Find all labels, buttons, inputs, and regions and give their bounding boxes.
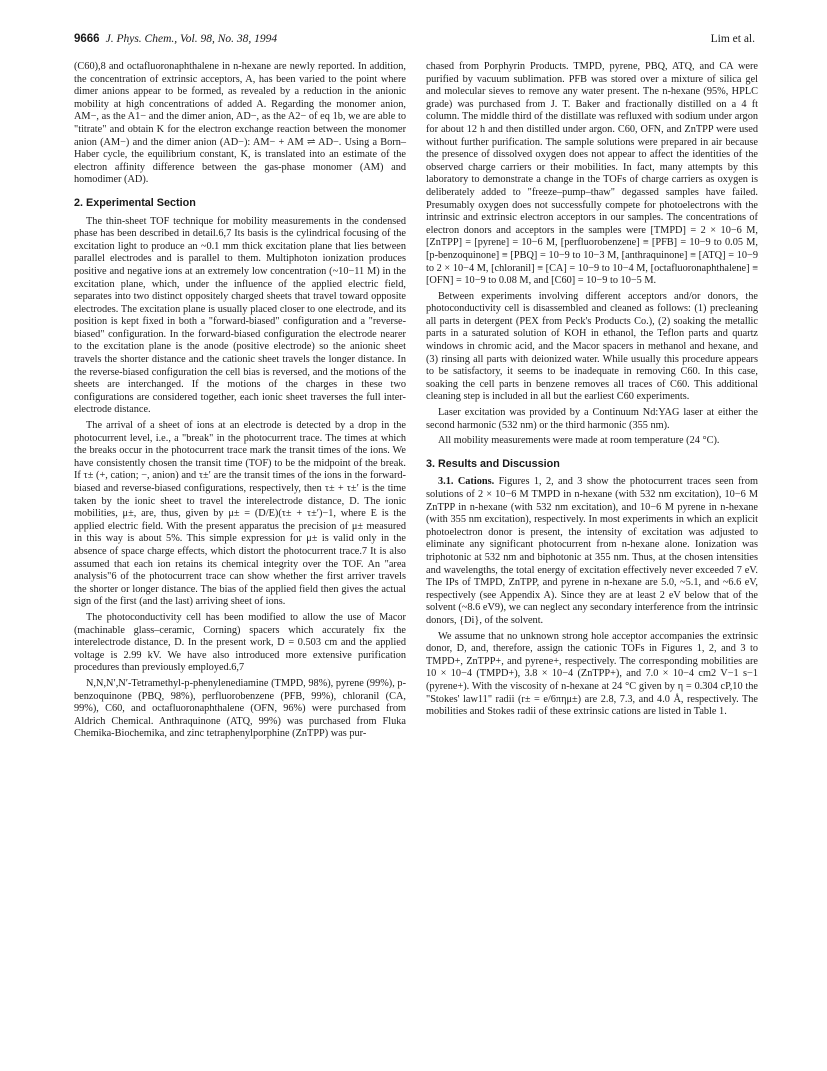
header-left [74, 33, 277, 45]
paragraph: chased from Porphyrin Products. TMPD, pyrene, PBQ, ATQ, and CA were purified by vacuum sublimation. PFB was stored over a mixture of silica gel and molecular sieves to remove any water present. The n-hexane (95%, HPLC grade) was purchased from J. T. Baker and fractionally distilled on a 4 ft column. The middle third of the distillate was refluxed with sodium under argon for about 12 h and then distilled under argon. C60, OFN, and ZnTPP were used without further purification. The sample solutions were prepared in air because the presence of dissolved oxygen does not appear to affect the identities of the observed charge carriers or their mobilities. In fact, many attempts by this laboratory to demonstrate a change in the TOFs of charge carriers as oxygen is deliberately added to "freeze–pump–thaw" degassed samples have failed. Presumably oxygen does not successfully compete for photoelectrons with the intrinsic and extrinsic electron acceptors in our samples. The concentrations of electron donors and acceptors in the samples were [TMPD] = 2 × 10−6 M, [ZnTPP] = [pyrene] = 10−6 M, [perfluorobenzene] ≡ [PFB] = 10−9 to 0.05 M, [p-benzoquinone] ≡ [PBQ] = 10−9 to 10−3 M, [anthraquinone] ≡ [ATQ] = 10−9 to 2 × 10−4 M, [chloranil] ≡ [CA] = 10−9 to 10−4 M, [octafluoronaphthalene] ≡ [OFN] = 10−9 to 0.08 M, and [C60] = 10−9 to 10−5 M. [426, 61, 758, 287]
paragraph: The photoconductivity cell has been modified to allow the use of Macor (machinable glass–ceramic, Corning) spacers which accurately fix the interelectrode distance, D. In the present work, D = 0.503 cm and the applied voltage is 2.99 kV. We have also introduced more extensive purification procedures than previously employed.6,7 [74, 611, 406, 674]
section-heading: 3. Results and Discussion [426, 457, 560, 470]
paragraph [426, 476, 758, 627]
paragraph: The arrival of a sheet of ions at an electrode is detected by a drop in the photocurrent level, i.e., a "break" in the photocurrent trace. The times at which the breaks occur in the photocurrent trace mark the transit times of the ions. We have consistently chosen the transit time (TOF) to be the midpoint of the break. If τ± (+, cation; −, anion) and τ±′ are the transit times of the ions in the forward-biased and reverse-biased configurations, respectively, then τ± + τ±′ is the time taken by the ionic sheet to travel the interelectrode distance, D. The ionic mobilities, μ±, are, thus, given by μ± = (D/E)(τ± + τ±′)−1, where E is the applied electric field. With the present apparatus the precision of μ± measured in this way is about 5%. This simple expression for μ± is valid only in the absence of space charge effects, which distort the photocurrent trace.7 It is also assumed that each ion retains its chemical integrity over the TOF. An "area analysis"6 of the photocurrent trace can show whether the first arriver travels the shorter or longer distance. The bias of the applied field then gives the actual sign of the first (and the last) arriving sheet of ions. [74, 420, 406, 608]
page-number: 9666 [74, 33, 100, 45]
section-heading: 2. Experimental Section [74, 196, 196, 209]
paragraph: Between experiments involving different acceptors and/or donors, the photoconductivity cell is disassembled and cleaned as follows: (1) precleaning all parts in detergent (PEX from Peck's Products Co.), (2) soaking the metallic parts in a saturated solution of KOH in ethanol, the Teflon parts and quartz windows in chromic acid, and the Macor spacers in methanol and hexane, and (3) rinsing all parts with deionized water. While usually this procedure appears to be satisfactory, it seems to be inadequate in removing C60. In this case, soaking the cell parts in benzene removes all traces of C60. This additional cleaning step is included in all but the earliest C60 experiments. [426, 290, 758, 403]
subsection-heading: 3.1. Cations. [438, 476, 495, 488]
journal-citation: J. Phys. Chem., Vol. 98, No. 38, 1994 [105, 33, 278, 45]
paragraph: All mobility measurements were made at room temperature (24 °C). [438, 435, 720, 447]
running-header [74, 33, 755, 49]
paragraph-text: Figures 1, 2, and 3 show the photocurrent traces seen from solutions of 2 × 10−6 M TMPD in n-hexane (with 532 nm excitation), 10−6 M ZnTPP in n-hexane (with 532 nm excitation), and 10−6 M pyrene in n-hexane (with 355 nm excitation), respectively. In most experiments in which an explicit photoelectron donor is present, the intensity of excitation was adjusted to eliminate any significant photocurrent from n-hexane alone. Ionization was triphotonic at 532 nm and biphotonic at 355 nm. Thus, at the chosen intensities and wavelengths, the total energy of excitation effectively never exceeded 7 eV. The IPs of TMPD, ZnTPP, and pyrene in n-hexane are 5.0, ~5.1, and ~6.6 eV, respectively (see Appendix A). Since they are at least 2 eV below that of the solvent (~8.6 eV9), we can neglect any secondary interference from the intrinsic donors, {Di}, of the solvent. [426, 476, 759, 626]
paragraph: Laser excitation was provided by a Continuum Nd:YAG laser at either the second harmonic (532 nm) or the third harmonic (355 nm). [426, 407, 758, 431]
paragraph: N,N,N′,N′-Tetramethyl-p-phenylenediamine (TMPD, 98%), pyrene (99%), p-benzoquinone (PBQ, 98%), perfluorobenzene (PFB, 99%), chloranil (CA, 99%), C60, and octafluoronaphthalene (OFN, 96%) were purchased from Aldrich Chemical. Anthraquinone (ATQ, 99%) was purchased from Fluka Chemika-Biochemika, and zinc tetraphenylporphine (ZnTPP) was pur- [74, 677, 406, 740]
paragraph: We assume that no unknown strong hole acceptor accompanies the extrinsic donor, D, and, therefore, assign the cationic TOFs in Figures 1, 2, and 3 to TMPD+, ZnTPP+, and pyrene+, respectively. The corresponding mobilities are 10 × 10−4 (TMPD+), 3.8 × 10−4 (ZnTPP+), and 7.0 × 10−4 cm2 V−1 s−1 (pyrene+). With the viscosity of n-hexane at 24 °C given by η = 0.304 cP,10 the "Stokes' law11" radii (r± = e/6πημ±) are 2.8, 7.3, and 4.0 Å, respectively. The mobilities and Stokes radii of these extrinsic cations are listed in Table 1. [426, 630, 758, 718]
paragraph: (C60),8 and octafluoronaphthalene in n-hexane are newly reported. In addition, the concentration of extrinsic acceptors, A, has been varied to the point where dimer anions appear to be formed, as revealed by a reduction in the anionic mobility at high concentrations of added A. Regarding the monomer anion, AM−, as the A1− and the dimer anion, AD−, as the A2− of eq 1b, we are able to "titrate" and obtain K for the electron exchange reaction between the monomer anion (AM−) and the dimer anion (AD−): AM− + AM ⇌ AD−. Using a Born–Haber cycle, the equilibrium constant, K, is translated into an estimate of the electron affinity difference between the gas-phase monomer (AM) and homodimer (AD). [74, 61, 406, 186]
left-column [74, 61, 406, 741]
right-column [426, 61, 758, 719]
running-authors: Lim et al. [710, 33, 755, 45]
paragraph: The thin-sheet TOF technique for mobility measurements in the condensed phase has been described in detail.6,7 Its basis is the cylindrical focusing of the excitation light to produce an ~0.1 mm thick excitation plane that lies between parallel electrodes and is parallel to them. Multiphoton ionization produces positive and negative ions at an extremely low concentration (~10−11 M) in the excitation plane, which, under the influence of the applied electric field, separates into two distinct oppositely charged sheets that travel toward opposite electrodes. The excitation plane is usually placed closer to one electrode, and its position is kept fixed in both a "forward-biased" configuration and a "reverse-biased" configuration. In the forward-biased configuration the electrode nearer to the excitation plane is the anode (positive electrode) so the anionic sheet travels the shorter distance and the cationic sheet travels the longer distance. In the reverse-biased configuration the cell bias is reversed, and the motions of the sheets are interchanged. If the motions of the charges in these two configurations are considered together, each ionic sheet traverses the full inter-electrode distance. [74, 215, 406, 416]
